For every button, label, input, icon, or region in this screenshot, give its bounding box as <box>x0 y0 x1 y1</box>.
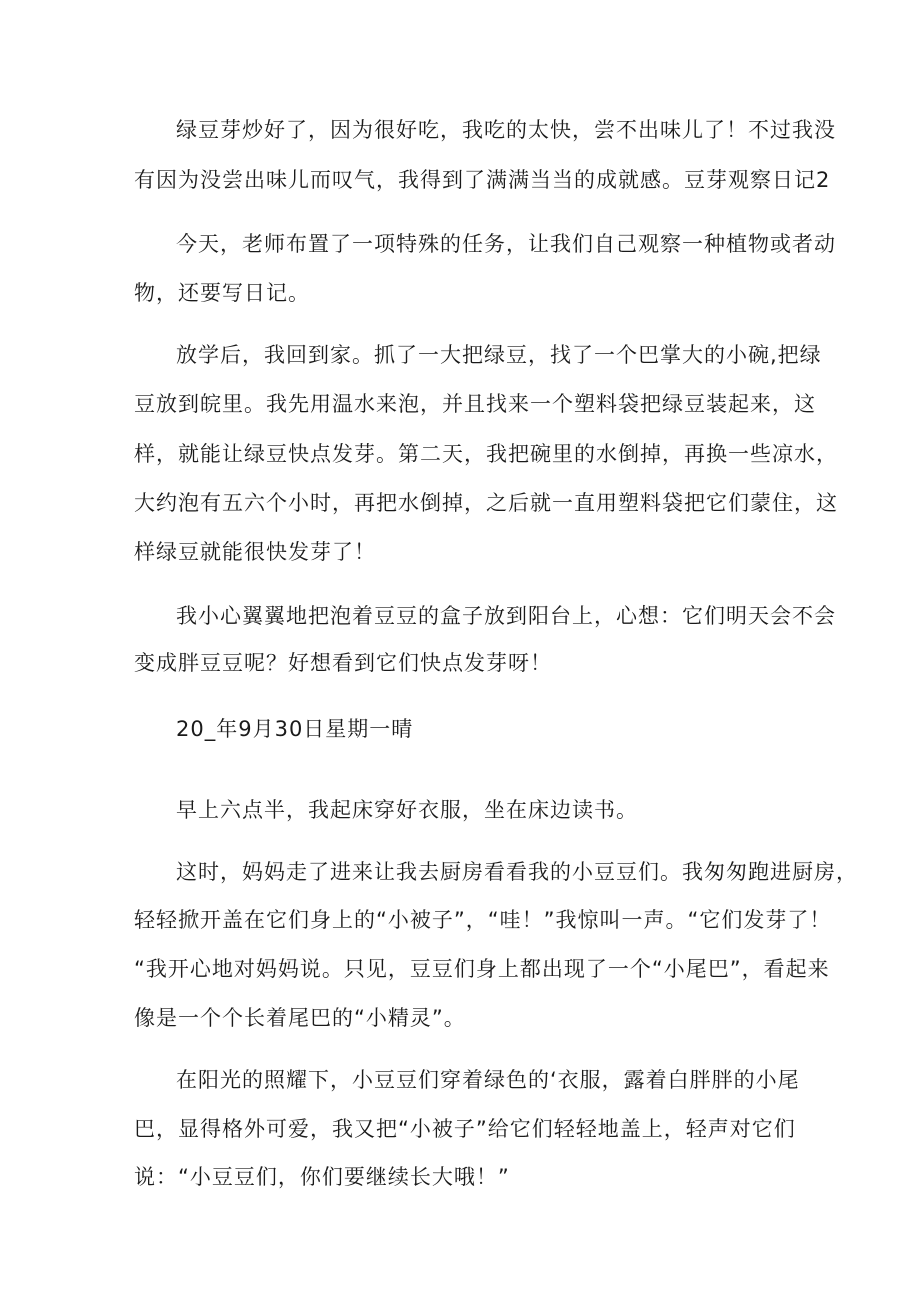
paragraph-2-line-2: 物，还要写日记。 <box>134 281 310 305</box>
paragraph-7-line-2: 轻轻掀开盖在它们身上的“小被子”，“哇！”我惊叫一声。“它们发芽了！ <box>134 908 832 932</box>
paragraph-3-line-3: 样，就能让绿豆快点发芽。第二天，我把碗里的水倒掉，再换一些凉水， <box>134 442 838 466</box>
paragraph-1-line-1: 绿豆芽炒好了，因为很好吃，我吃的太快，尝不出味儿了！不过我没 <box>176 118 836 142</box>
paragraph-3-line-2: 豆放到皖里。我先用温水来泡，并且找来一个塑料袋把绿豆装起来，这 <box>134 392 816 416</box>
paragraph-6-line-1: 早上六点半，我起床穿好衣服，坐在床边读书。 <box>176 798 638 822</box>
paragraph-1-line-2: 有因为没尝出味儿而叹气，我得到了满满当当的成就感。豆芽观察日记2 <box>134 168 831 192</box>
paragraph-7-line-4: 像是一个个长着尾巴的“小精灵”。 <box>134 1006 466 1030</box>
paragraph-8-line-1: 在阳光的照耀下，小豆豆们穿着绿色的‘衣服，露着白胖胖的小尾 <box>176 1068 800 1092</box>
paragraph-3-line-4: 大约泡有五六个小时，再把水倒掉，之后就一直用塑料袋把它们蒙住，这 <box>134 491 838 515</box>
paragraph-3-line-5: 样绿豆就能很快发芽了！ <box>134 540 376 564</box>
diary-date: 20_年9月30日星期一晴 <box>176 717 414 741</box>
paragraph-8-line-2: 巴，显得格外可爱，我又把“小被子”给它们轻轻地盖上，轻声对它们 <box>134 1117 796 1141</box>
paragraph-4-line-1: 我小心翼翼地把泡着豆豆的盒子放到阳台上，心想：它们明天会不会 <box>176 604 836 628</box>
paragraph-2-line-1: 今天，老师布置了一项特殊的任务，让我们自己观察一种植物或者动 <box>176 232 836 256</box>
paragraph-4-line-2: 变成胖豆豆呢？好想看到它们快点发芽呀！ <box>134 651 552 675</box>
paragraph-7-line-1: 这时，妈妈走了进来让我去厨房看看我的小豆豆们。我匆匆跑进厨房， <box>176 860 858 884</box>
paragraph-7-line-3: “我开心地对妈妈说。只见，豆豆们身上都出现了一个“小尾巴”，看起来 <box>134 957 830 981</box>
paragraph-3-line-1: 放学后，我回到家。抓了一大把绿豆，找了一个巴掌大的小碗,把绿 <box>176 343 822 367</box>
paragraph-8-line-3: 说：“小豆豆们，你们要继续长大哦！” <box>134 1165 510 1189</box>
